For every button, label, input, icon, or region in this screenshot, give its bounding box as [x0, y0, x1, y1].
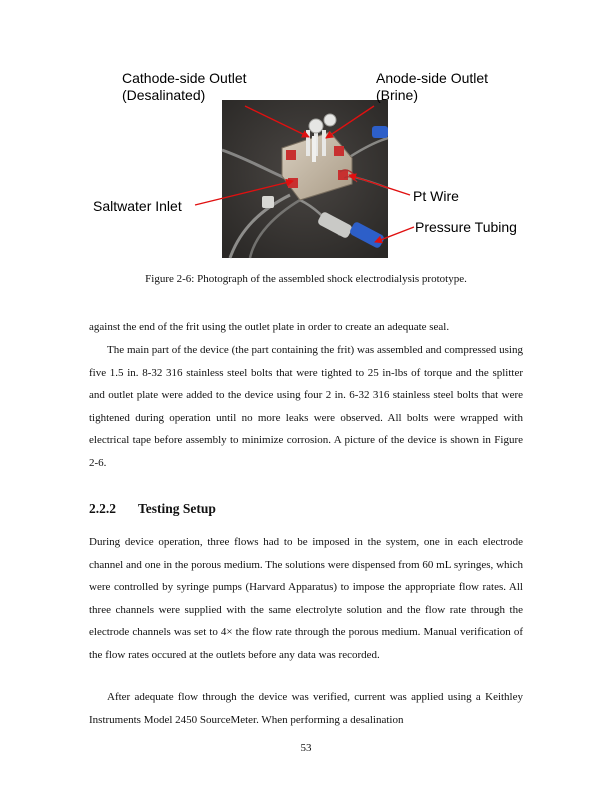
body-paragraph-1: against the end of the frit using the outlet plate in order to create an adequate seal. [89, 321, 450, 333]
section-number: 2.2.2 [89, 501, 116, 516]
saltwater-inlet-label: Saltwater Inlet [93, 198, 182, 214]
body-paragraph-4: After adequate flow through the device was verified, current was applied using a Keithley Instruments Model 2450 SourceMeter. When performing a desalination [89, 691, 523, 726]
cathode-outlet-label-line1: Cathode-side Outlet [122, 70, 247, 86]
anode-outlet-label-line2: (Brine) [376, 87, 419, 103]
page-number: 53 [300, 742, 312, 754]
section-heading [89, 501, 216, 517]
anode-outlet-label [376, 70, 488, 104]
anode-outlet-label-line1: Anode-side Outlet [376, 70, 489, 86]
cathode-outlet-label [122, 70, 247, 104]
section-title: Testing Setup [138, 501, 216, 516]
cathode-outlet-label-line2: (Desalinated) [122, 87, 206, 103]
body-paragraph-3: During device operation, three flows had to be imposed in the system, one in each electrode channel and one in the porous medium. The solutions were dispensed from 60 mL syringes, which were controlled by syringe pumps (Harvard Apparatus) to impose the appropriate flow rates. All three channels were supplied with the same electrolyte solution and the flow rate through the electrode channels was set to 4× the flow rate through the porous medium. Manual verification of the flow rates occured at the outlets before any data was recorded. [89, 536, 523, 661]
device-photograph-figure [0, 0, 612, 270]
pt-wire-label: Pt Wire [413, 188, 459, 204]
pressure-tubing-label: Pressure Tubing [415, 219, 517, 235]
figure-caption: Figure 2-6: Photograph of the assembled shock electrodialysis prototype. [145, 273, 467, 285]
body-paragraph-2: The main part of the device (the part containing the frit) was assembled and compressed using five 1.5 in. 8-32 316 stainless steel bolts that were tighted to 25 in-lbs of torque and the splitter and outlet plate were added to the device using four 2 in. 6-32 316 stainless steel bolts that were tightened during operation until no more leaks were observed. All bolts were wrapped with electrical tape before assembly to minimize corrosion. A picture of the device is shown in Figure 2-6. [89, 344, 523, 469]
